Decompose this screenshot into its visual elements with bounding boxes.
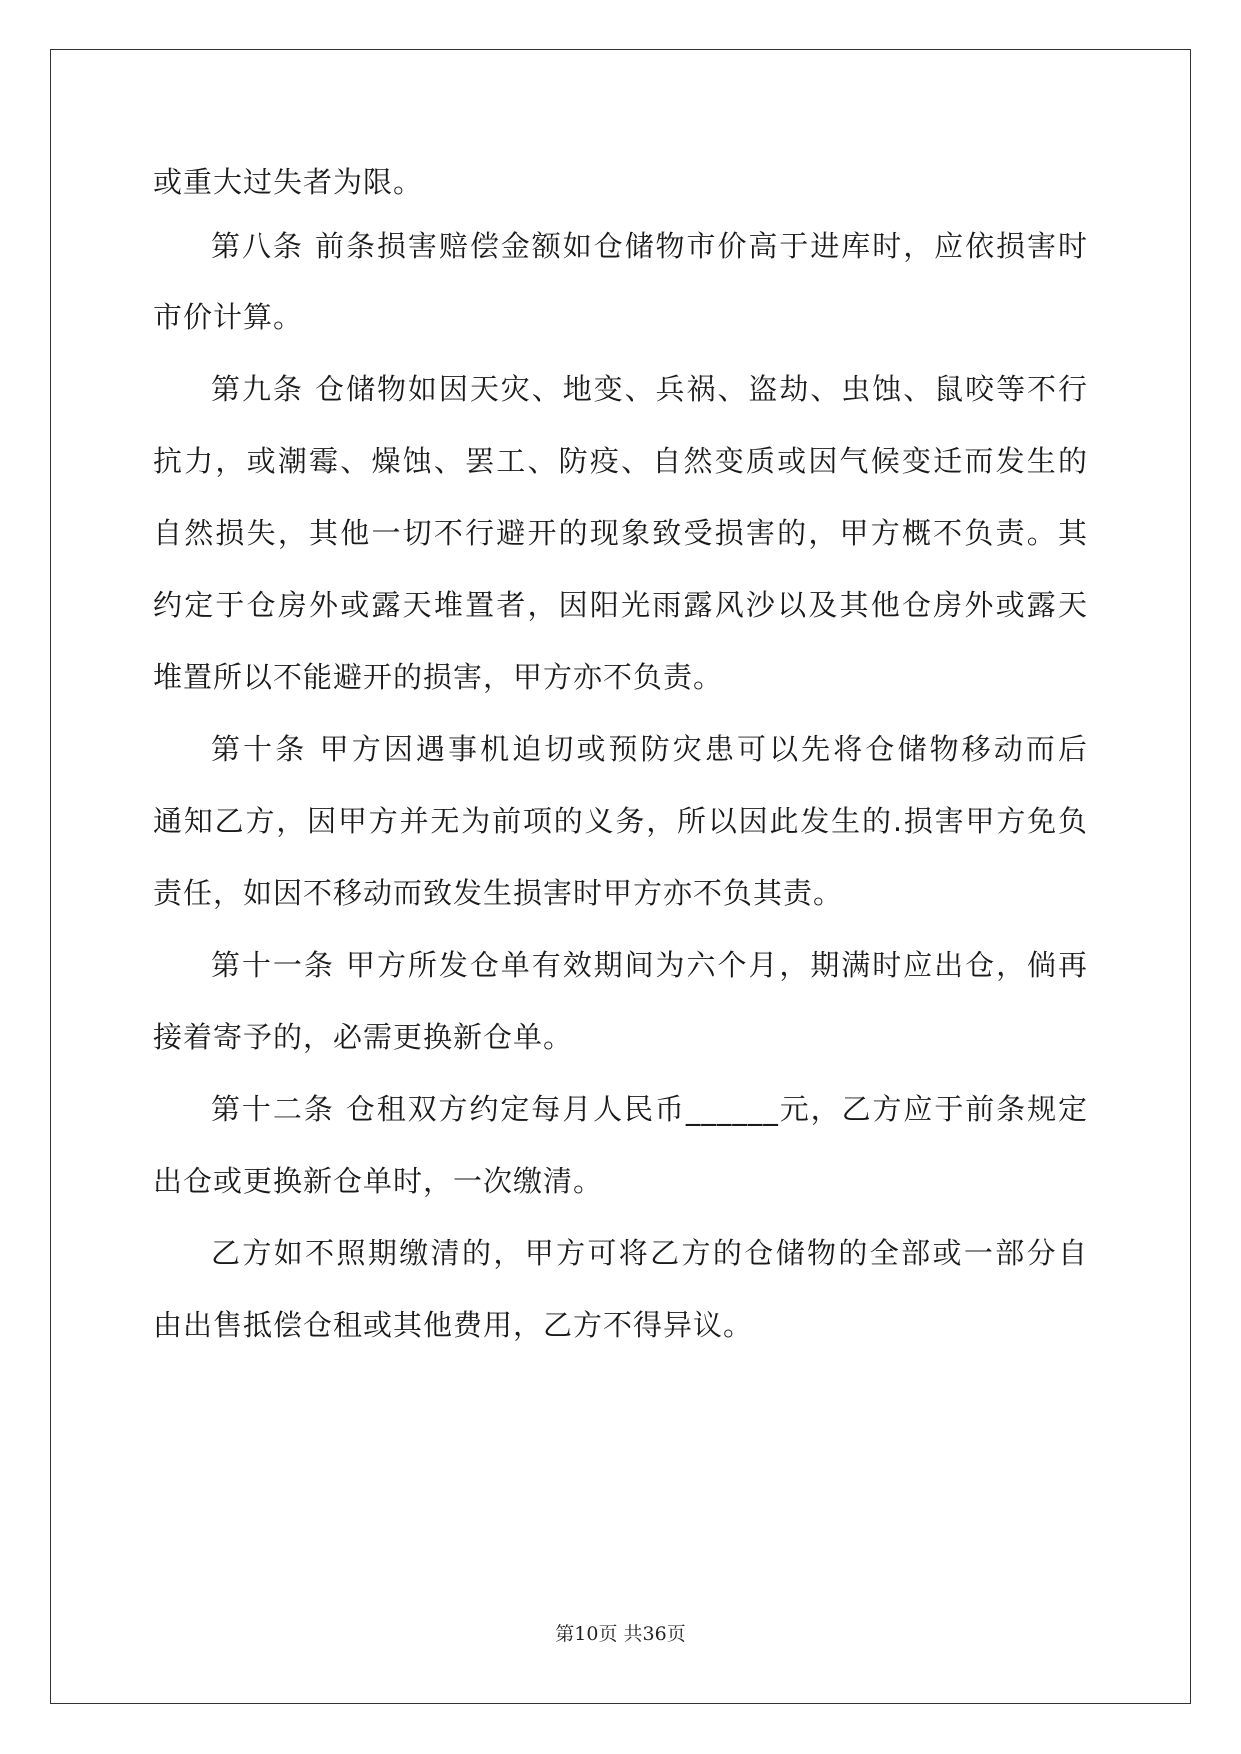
text-line: 抗力，或潮霉、燥蚀、罢工、防疫、自然变质或因气候变迁而发生的 xyxy=(153,444,1088,478)
article-10-line-1: 第十条 甲方因遇事机迫切或预防灾患可以先将仓储物移动而后 xyxy=(211,732,1088,766)
text-line: 市价计算。 xyxy=(153,300,304,334)
paragraph-line-1: 乙方如不照期缴清的，甲方可将乙方的仓储物的全部或一部分自 xyxy=(211,1236,1088,1270)
text-line: 接着寄予的，必需更换新仓单。 xyxy=(153,1020,574,1054)
article-8-line-1: 第八条 前条损害赔偿金额如仓储物市价高于进库时，应依损害时 xyxy=(211,229,1088,263)
text-line: 约定于仓房外或露天堆置者，因阳光雨露风沙以及其他仓房外或露天 xyxy=(153,588,1088,622)
article-11-line-1: 第十一条 甲方所发仓单有效期间为六个月，期满时应出仓，倘再 xyxy=(211,948,1088,982)
article-12-line-1: 第十二条 仓租双方约定每月人民币______元，乙方应于前条规定 xyxy=(211,1092,1088,1126)
text-line: 由出售抵偿仓租或其他费用，乙方不得异议。 xyxy=(153,1308,754,1342)
article-9-line-1: 第九条 仓储物如因天灾、地变、兵祸、盗劫、虫蚀、鼠咬等不行 xyxy=(211,372,1088,406)
text-line: 通知乙方，因甲方并无为前项的义务，所以因此发生的.损害甲方免负 xyxy=(153,804,1088,838)
text-line: 自然损失，其他一切不行避开的现象致受损害的，甲方概不负责。其 xyxy=(153,516,1088,550)
text-line: 或重大过失者为限。 xyxy=(153,165,424,199)
text-line: 责任，如因不移动而致发生损害时甲方亦不负其责。 xyxy=(153,876,844,910)
text-line: 出仓或更换新仓单时，一次缴清。 xyxy=(153,1164,604,1198)
text-line: 堆置所以不能避开的损害，甲方亦不负责。 xyxy=(153,660,724,694)
page-number-footer: 第10页 共36页 xyxy=(555,1623,686,1645)
